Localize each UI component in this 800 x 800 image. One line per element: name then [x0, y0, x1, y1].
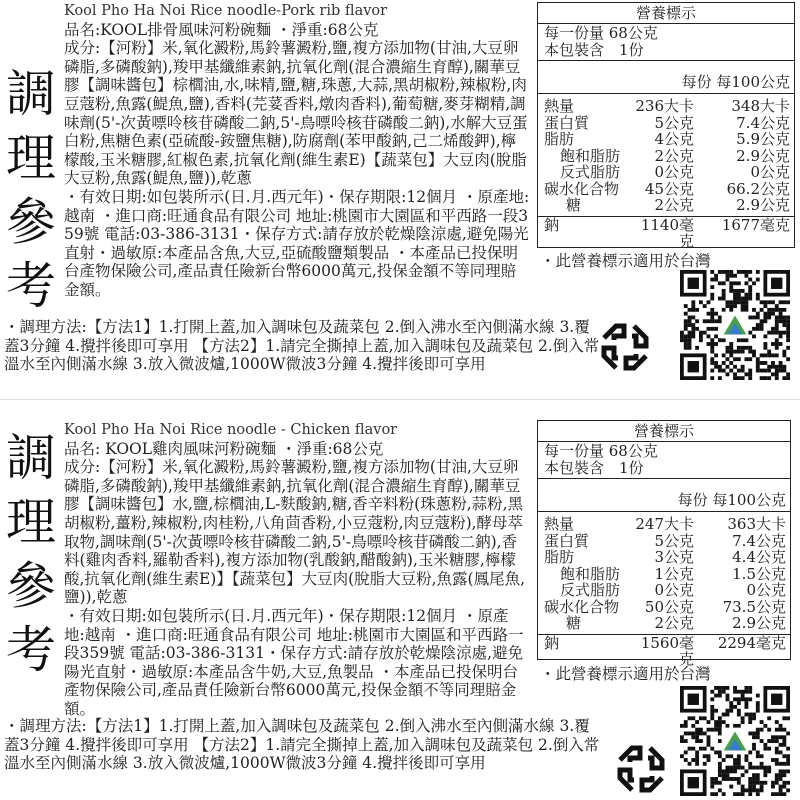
per-serving-value: 1140毫克 — [640, 215, 694, 250]
product-info — [64, 421, 526, 719]
product-info — [64, 2, 530, 300]
per-100g-value: 66.2公克 — [726, 179, 790, 198]
product-name-line: 品名: KOOL雞肉風味河粉碗麵 ・淨重:68公克 — [64, 439, 384, 458]
nutrition-row — [538, 533, 790, 550]
nutrition-row — [538, 615, 790, 632]
per-serving-value: 5公克 — [654, 113, 694, 132]
nutrition-table — [537, 420, 791, 668]
per-100g-value: 363大卡 — [727, 515, 786, 533]
nutrition-row — [538, 216, 794, 250]
per-100g-value: 348大卡 — [731, 97, 790, 115]
vertical-title-char: 考 — [6, 257, 56, 315]
vertical-title-char: 理 — [6, 493, 56, 551]
nutrition-rows — [538, 512, 790, 668]
nutrition-applies-note: ・此營養標示適用於台灣 — [540, 252, 711, 270]
nutrient-name: 糖 — [566, 614, 582, 632]
per-serving-value: 2公克 — [654, 146, 694, 165]
nutrient-name: 鈉 — [544, 215, 560, 234]
per-serving-value: 45公克 — [644, 179, 694, 198]
vertical-title-char: 考 — [6, 621, 56, 679]
per-100g-value: 73.5公克 — [722, 597, 786, 616]
cooking-method: ・調理方法:【方法1】1.打開上蓋,加入調味包及蔬菜包 2.倒入沸水至內側滿水線 3.覆蓋3分鐘 4.攪拌後即可享用 【方法2】1.請完全撕掉上蓋,加入調味包及蔬菜包 2.倒入常溫水至內側滿水線 3.放入微波爐,1000W微波3分鐘 4.攪拌後即可享用 — [4, 717, 600, 773]
per-100g-value: 2.9公克 — [736, 146, 790, 165]
recycle-icon — [612, 740, 670, 798]
vertical-title-char: 參 — [6, 193, 56, 251]
per-serving-value: 5公克 — [654, 531, 694, 550]
per-100g-value: 0公克 — [746, 581, 786, 599]
per-100g-value: 2294毫克 — [717, 633, 786, 652]
per-100g-value: 4.4公克 — [732, 548, 786, 566]
nutrition-row — [538, 516, 790, 533]
nutrient-name: 糖 — [566, 196, 582, 214]
per-100g-value: 2.9公克 — [736, 196, 790, 214]
per-100g-value: 0公克 — [750, 163, 790, 181]
label-chicken — [0, 400, 800, 800]
nutrient-name: 反式脂肪 — [560, 163, 621, 181]
nutrition-row — [538, 98, 794, 115]
storage-and-origin-text: ・有效日期:如包裝所示(日.月.西元年)・保存期限:12個月 ・原產地:越南 ・進口商:旺通食品有限公司 地址:桃園市大園區和平西路一段359號 電話:03-386-3131・保存方式:請存放於乾燥陰涼處,避免陽光直射・過敏原:本產品含魚,大豆,亞硫酸鹽類製品 ・本產品已投保明台產物保險公司,產品責任險新台幣6000萬元,投保金額不等同理賠金額。 — [64, 187, 530, 299]
nutrition-column-header: 每份 每100公克 — [538, 71, 794, 94]
per-serving-value: 1560毫克 — [640, 633, 694, 668]
per-serving-value: 236大卡 — [635, 97, 694, 115]
nutrient-name: 脂肪 — [544, 548, 575, 566]
nutrient-name: 飽和脂肪 — [560, 146, 621, 165]
nutrition-row — [538, 181, 794, 198]
recycle-icon — [596, 318, 654, 376]
nutrient-name: 熱量 — [544, 515, 575, 533]
nutrient-name: 碳水化合物 — [544, 179, 620, 198]
nutrition-title: 營養標示 — [538, 421, 790, 442]
nutrient-name: 鈉 — [544, 633, 560, 652]
vertical-title-char: 調 — [6, 429, 56, 487]
per-serving-value: 2公克 — [654, 614, 694, 632]
per-100g-value: 7.4公克 — [732, 531, 786, 550]
english-product-title: Kool Pho Ha Noi Rice noodle - Chicken flavor — [64, 422, 398, 438]
nutrition-title: 營養標示 — [538, 3, 794, 24]
per-serving-value: 2公克 — [654, 196, 694, 214]
nutrition-row — [538, 549, 790, 566]
product-name-line: 品名:KOOL排骨風味河粉碗麵 ・淨重:68公克 — [64, 20, 379, 39]
serving-info — [538, 442, 790, 479]
nutrition-row — [538, 197, 794, 214]
english-product-title: Kool Pho Ha Noi Rice noodle-Pork rib flavor — [64, 3, 388, 19]
per-serving-value: 50公克 — [644, 597, 694, 616]
per-serving-value: 247大卡 — [635, 515, 694, 533]
nutrient-name: 蛋白質 — [544, 113, 590, 132]
vertical-title-char: 調 — [6, 65, 56, 123]
vertical-title — [6, 426, 56, 682]
nutrition-row — [538, 566, 790, 583]
nutrient-name: 熱量 — [544, 97, 575, 115]
per-100g-value: 1677毫克 — [721, 215, 790, 234]
per-serving-value: 0公克 — [654, 581, 694, 599]
nutrition-row — [538, 115, 794, 132]
per-serving-value: 1公克 — [654, 564, 694, 583]
per-100g-value: 5.9公克 — [736, 130, 790, 148]
per-100g-value: 2.9公克 — [732, 614, 786, 632]
per-serving-value: 3公克 — [654, 548, 694, 566]
nutrition-rows — [538, 94, 794, 250]
serving-info — [538, 24, 794, 61]
per-100g-value: 1.5公克 — [732, 564, 786, 583]
serving-size: 每一份量 68公克 — [544, 24, 658, 42]
nutrition-applies-note: ・此營養標示適用於台灣 — [540, 665, 711, 683]
nutrient-name: 蛋白質 — [544, 531, 590, 550]
nutrition-table — [537, 2, 795, 248]
nutrient-name: 脂肪 — [544, 130, 575, 148]
per-100g-value: 7.4公克 — [736, 113, 790, 132]
nutrition-column-header: 每份 每100公克 — [538, 489, 790, 512]
servings-per-package: 本包裝含 1份 — [544, 459, 644, 477]
nutrient-name: 碳水化合物 — [544, 597, 620, 616]
vertical-title-char: 理 — [6, 129, 56, 187]
nutrient-name: 反式脂肪 — [560, 581, 621, 599]
qr-code-icon[interactable] — [680, 686, 790, 796]
nutrition-row — [538, 131, 794, 148]
vertical-title — [6, 62, 56, 318]
nutrient-name: 飽和脂肪 — [560, 564, 621, 583]
per-serving-value: 0公克 — [654, 163, 694, 181]
nutrition-row — [538, 164, 794, 181]
nutrition-row — [538, 582, 790, 599]
serving-size: 每一份量 68公克 — [544, 442, 658, 460]
storage-and-origin-text: ・有效日期:如包裝所示(日.月.西元年)・保存期限:12個月 ・原產地:越南 ・進口商:旺通食品有限公司 地址:桃園市大園區和平西路一段359號 電話:03-386-3131・保存方式:請存放於乾燥陰涼處,避免陽光直射・過敏原:本產品含牛奶,大豆,魚製品 ・本產品已投保明台產物保險公司,產品責任險新台幣6000萬元,投保金額不等同理賠金額。 — [64, 606, 524, 718]
ingredients-text: 成分:【河粉】米,氧化澱粉,馬鈴薯澱粉,鹽,複方添加物(甘油,大豆卵磷脂,多磷酸鈉),羧甲基纖維素鈉,抗氧化劑(混合濃縮生育醇),關華豆膠【調味醬包】棕櫚油,水,味精,鹽,糖,珠蔥,大蒜,黑胡椒粉,辣椒粉,肉豆蔻粉,魚露(鯷魚,鹽),香料(芫荽香料,燉肉香料),葡萄糖,麥芽糊精,調味劑(5'-次黃嘌呤核苷磷酸二鈉,5'-鳥嘌呤核苷磷酸二鈉),水解大豆蛋白粉,焦糖色素(亞硫酸-銨鹽焦糖),防腐劑(苯甲酸鈉,己二烯酸鉀),檸檬酸,玉米糖膠,紅椒色素,抗氧化劑(維生素E)【蔬菜包】大豆肉(脫脂大豆粉,魚露(鯷魚,鹽)),乾蔥 — [64, 39, 528, 188]
nutrition-row — [538, 599, 790, 616]
servings-per-package: 本包裝含 1份 — [544, 41, 644, 59]
ingredients-text: 成分:【河粉】米,氧化澱粉,馬鈴薯澱粉,鹽,複方添加物(甘油,大豆卵磷脂,多磷酸鈉),羧甲基纖維素鈉,抗氧化劑(混合濃縮生育醇),關華豆膠【調味醬包】水,鹽,棕櫚油,L-麩酸鈉,糖,香辛料粉(珠蔥粉,蒜粉,黑胡椒粉,薑粉,辣椒粉,肉桂粉,八角茴香粉,小豆蔻粉,肉豆蔻粉),酵母萃取物,調味劑(5'-次黃嘌呤核苷磷酸二鈉,5'-鳥嘌呤核苷磷酸二鈉),香料(雞肉香料,羅勒香料),複方添加物(乳酸鈉,醋酸鈉),玉米糖膠,檸檬酸,抗氧化劑(維生素E)】【蔬菜包】大豆肉(脫脂大豆粉,魚露(鳳尾魚,鹽)),乾蔥 — [64, 458, 526, 607]
qr-code-icon[interactable] — [680, 270, 790, 380]
vertical-title-char: 參 — [6, 557, 56, 615]
cooking-method: ・調理方法:【方法1】1.打開上蓋,加入調味包及蔬菜包 2.倒入沸水至內側滿水線 3.覆蓋3分鐘 4.攪拌後即可享用 【方法2】1.請完全撕掉上蓋,加入調味包及蔬菜包 2.倒入常溫水至內側滿水線 3.放入微波爐,1000W微波3分鐘 4.攪拌後即可享用 — [4, 318, 600, 374]
nutrition-row — [538, 148, 794, 165]
per-serving-value: 4公克 — [654, 130, 694, 148]
